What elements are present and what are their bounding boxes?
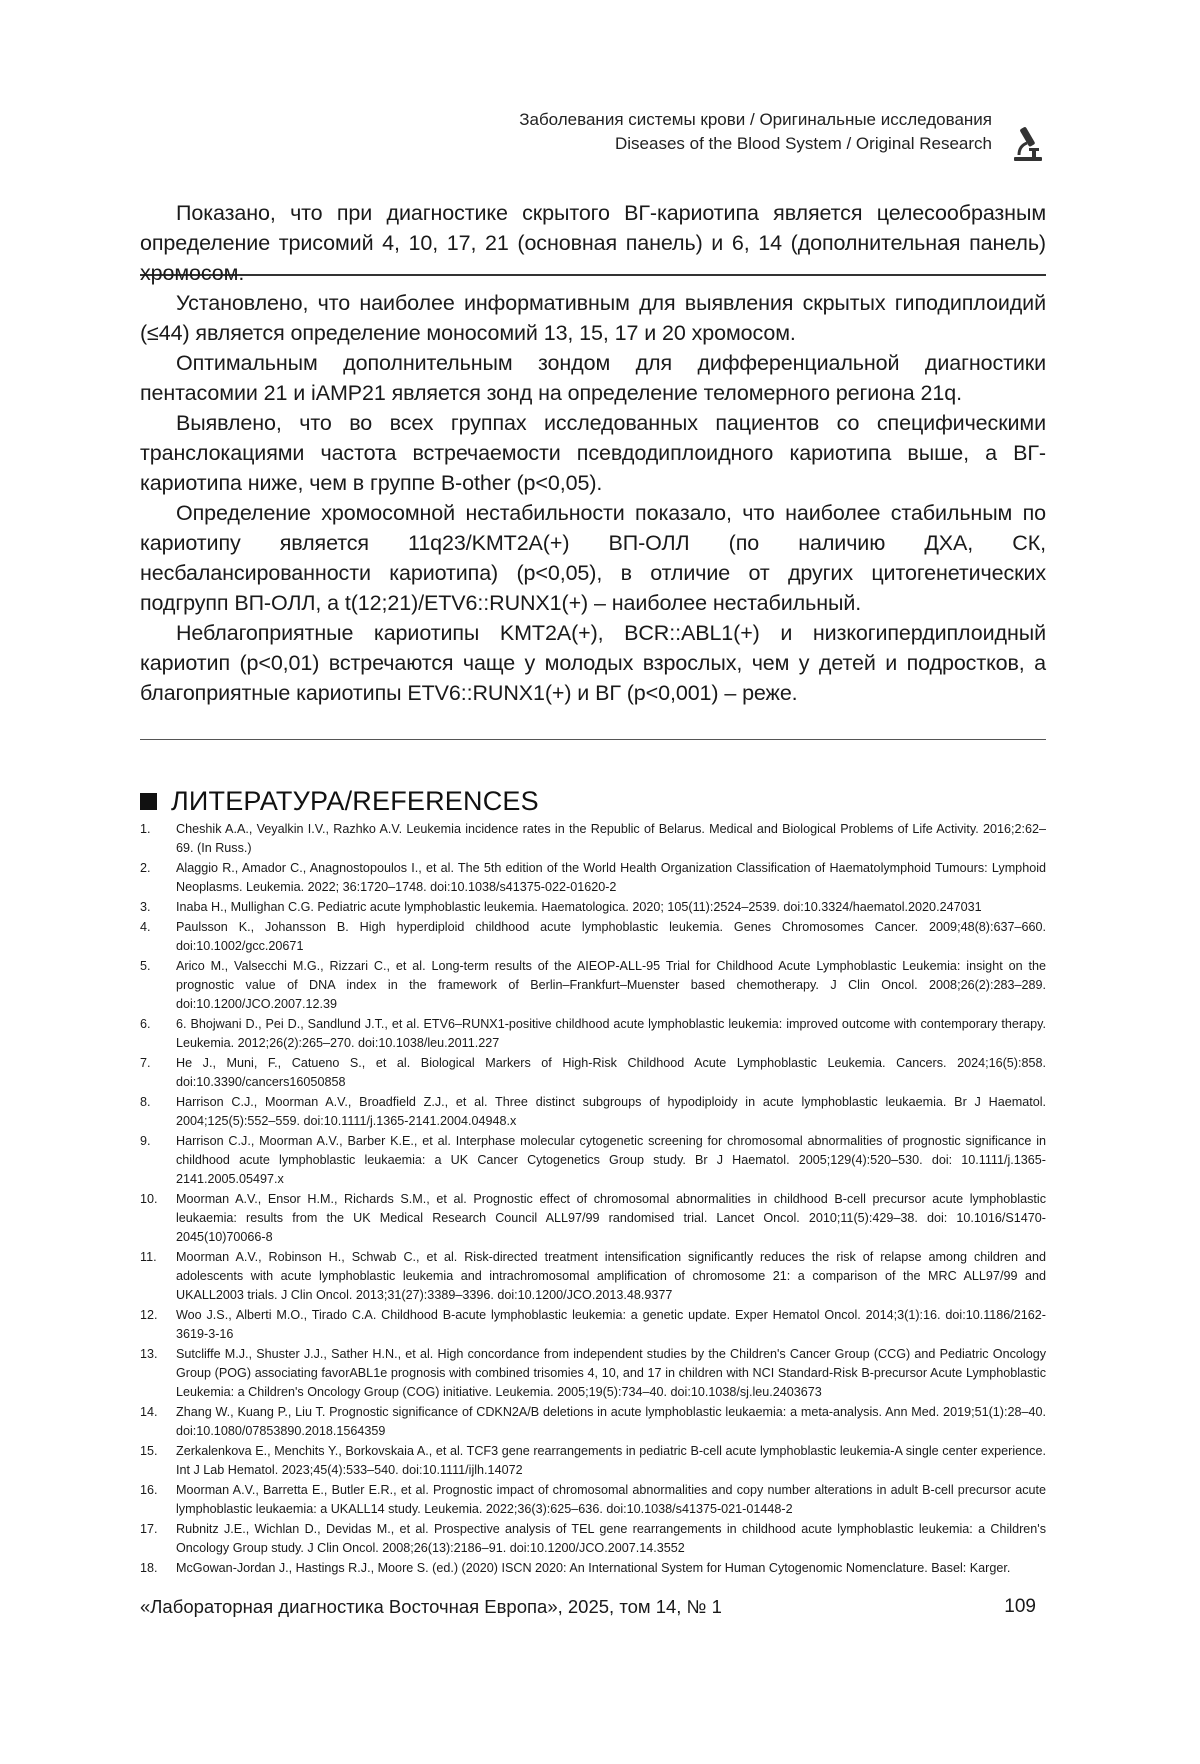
reference-text: Moorman A.V., Robinson H., Schwab C., et al. Risk-directed treatment intensification significantly reduces the risk of relapse among children and adolescents with acute lymphoblastic leukemia and intrachromosomal amplification of chromosome 21: a comparison of the MRC ALL97/99 and UKALL2003 trials. J Clin Oncol. 2013;31(27):3389–3396. doi:10.1200/JCO.2013.48.9377	[176, 1250, 1046, 1302]
reference-item	[140, 898, 1046, 917]
reference-item	[140, 1481, 1046, 1519]
reference-number: 15.	[140, 1444, 158, 1458]
reference-item	[140, 1132, 1046, 1189]
reference-text: Moorman A.V., Barretta E., Butler E.R., et al. Prognostic impact of chromosomal abnormalities and copy number alterations in adult B-cell precursor acute lymphoblastic leukaemia: a UKALL14 study. Leukemia. 2022;36(3):625–636. doi:10.1038/s41375-021-01448-2	[176, 1483, 1046, 1516]
reference-text: He J., Muni, F., Catueno S., et al. Biological Markers of High-Risk Childhood Acute Lymphoblastic Leukemia. Cancers. 2024;16(5):858. doi:10.3390/cancers16050858	[176, 1056, 1046, 1089]
paragraph: Показано, что при диагностике скрытого ВГ-кариотипа является целесообразным определение трисомий 4, 10, 17, 21 (основная панель) и 6, 14 (дополнительная панель) хромосом.	[140, 201, 1046, 285]
square-bullet-icon	[140, 793, 157, 810]
reference-text: Cheshik A.A., Veyalkin I.V., Razhko A.V. Leukemia incidence rates in the Republic of Belarus. Medical and Biological Problems of Life Activity. 2016;2:62–69. (In Russ.)	[176, 822, 1046, 855]
reference-item	[140, 1190, 1046, 1247]
reference-item	[140, 1403, 1046, 1441]
reference-item	[140, 1015, 1046, 1053]
reference-text: Alaggio R., Amador C., Anagnostopoulos I., et al. The 5th edition of the World Health Organization Classification of Haematolymphoid Tumours: Lymphoid Neoplasms. Leukemia. 2022; 36:1720–1748. doi:10.1038/s41375-022-01620-2	[176, 861, 1046, 894]
reference-item	[140, 957, 1046, 1014]
paragraph: Выявлено, что во всех группах исследованных пациентов со специфическими транслокациями частота встречаемости псевдодиплоидного кариотипа выше, а ВГ-кариотипа ниже, чем в группе B-other (p<0,05).	[140, 411, 1046, 495]
reference-item	[140, 1093, 1046, 1131]
paragraph: Оптимальным дополнительным зондом для дифференциальной диагностики пентасомии 21 и iAMP21 является зонд на определение теломерного региона 21q.	[140, 351, 1046, 405]
microscope-icon	[1010, 124, 1044, 162]
reference-text: Zerkalenkova E., Menchits Y., Borkovskaia A., et al. TCF3 gene rearrangements in pediatric B-cell acute lymphoblastic leukemia-A single center experience. Int J Lab Hematol. 2023;45(4):533–540. doi:10.1111/ijlh.14072	[176, 1444, 1046, 1477]
reference-text: Zhang W., Kuang P., Liu T. Prognostic significance of CDKN2A/B deletions in acute lymphoblastic leukaemia: a meta-analysis. Ann Med. 2019;51(1):28–40. doi:10.1080/07853890.2018.1564359	[176, 1405, 1046, 1438]
header-section-en: Diseases of the Blood System / Original Research	[614, 134, 992, 153]
reference-text: Woo J.S., Alberti M.O., Tirado C.A. Childhood B-acute lymphoblastic leukemia: a genetic update. Exper Hematol Oncol. 2014;3(1):16. doi:10.1186/2162-3619-3-16	[176, 1308, 1046, 1341]
reference-number: 12.	[140, 1308, 158, 1322]
reference-item	[140, 1442, 1046, 1480]
reference-item	[140, 1559, 1046, 1578]
reference-number: 6.	[140, 1017, 151, 1031]
reference-text: Arico M., Valsecchi M.G., Rizzari C., et al. Long-term results of the AIEOP-ALL-95 Trial for Childhood Acute Lymphoblastic Leukemia: insight on the prognostic value of DNA index in the framework of Berlin–Frankfurt–Muenster based chemotherapy. J Clin Oncol. 2008;26(2):283–289. doi:10.1200/JCO.2007.12.39	[176, 959, 1046, 1011]
reference-number: 16.	[140, 1483, 158, 1497]
reference-number: 5.	[140, 959, 151, 973]
reference-number: 17.	[140, 1522, 158, 1536]
reference-number: 10.	[140, 1192, 158, 1206]
page-footer	[140, 1596, 1046, 1624]
references-heading	[140, 785, 539, 817]
reference-item	[140, 1520, 1046, 1558]
reference-number: 2.	[140, 861, 151, 875]
running-header	[140, 108, 1046, 170]
section-divider	[140, 739, 1046, 740]
reference-item	[140, 918, 1046, 956]
reference-item	[140, 1054, 1046, 1092]
paragraph: Установлено, что наиболее информативным для выявления скрытых гиподиплоидий (≤44) является определение моносомий 13, 15, 17 и 20 хромосом.	[140, 291, 1046, 345]
reference-number: 7.	[140, 1056, 151, 1070]
header-text	[519, 108, 992, 156]
reference-text: Inaba H., Mullighan C.G. Pediatric acute lymphoblastic leukemia. Haematologica. 2020; 105(11):2524–2539. doi:10.3324/haematol.2020.247031	[176, 900, 982, 914]
reference-text: Harrison C.J., Moorman A.V., Barber K.E., et al. Interphase molecular cytogenetic screening for chromosomal abnormalities of prognostic significance in childhood acute lymphoblastic leukaemia: a UK Cancer Cytogenetics Group study. Br J Haematol. 2005;129(4):520–530. doi: 10.1111/j.1365-2141.2005.05497.x	[176, 1134, 1046, 1186]
reference-text: Paulsson K., Johansson B. High hyperdiploid childhood acute lymphoblastic leukemia. Genes Chromosomes Cancer. 2009;48(8):637–660. doi:10.1002/gcc.20671	[176, 920, 1046, 953]
references-title: ЛИТЕРАТУРА/REFERENCES	[171, 785, 539, 816]
paragraph: Неблагоприятные кариотипы KMT2A(+), BCR::ABL1(+) и низкогипердиплоидный кариотип (p<0,01) встречаются чаще у молодых взрослых, чем у детей и подростков, а благоприятные кариотипы ETV6::RUNX1(+) и ВГ (p<0,001) – реже.	[140, 621, 1046, 705]
reference-text: Harrison C.J., Moorman A.V., Broadfield Z.J., et al. Three distinct subgroups of hypodiploidy in acute lymphoblastic leukaemia. Br J Haematol. 2004;125(5):552–559. doi:10.1111/j.1365-2141.2004.04948.x	[176, 1095, 1046, 1128]
paragraph: Определение хромосомной нестабильности показало, что наиболее стабильным по кариотипу является 11q23/KMT2A(+) ВП-ОЛЛ (по наличию ДХА, СК, несбалансированности кариотипа) (p<0,05), в отличие от других цитогенетических подгрупп ВП-ОЛЛ, а t(12;21)/ETV6::RUNX1(+) – наиболее нестабильный.	[140, 501, 1046, 615]
reference-number: 18.	[140, 1561, 158, 1575]
reference-number: 13.	[140, 1347, 158, 1361]
reference-number: 1.	[140, 822, 151, 836]
page-number: 109	[1004, 1596, 1036, 1617]
reference-number: 8.	[140, 1095, 151, 1109]
reference-text: Sutcliffe M.J., Shuster J.J., Sather H.N., et al. High concordance from independent studies by the Children's Cancer Group (CCG) and Pediatric Oncology Group (POG) associating favorABL1e prognosis with combined trisomies 4, 10, and 17 in children with NCI Standard-Risk B-precursor Acute Lymphoblastic Leukemia: a Children's Oncology Group (COG) initiative. Leukemia. 2005;19(5):734–40. doi:10.1038/sj.leu.2403673	[176, 1347, 1046, 1399]
reference-text: Moorman A.V., Ensor H.M., Richards S.M., et al. Prognostic effect of chromosomal abnormalities in childhood B-cell precursor acute lymphoblastic leukaemia: results from the UK Medical Research Council ALL97/99 randomised trial. Lancet Oncol. 2010;11(5):429–38. doi: 10.1016/S1470-2045(10)70066-8	[176, 1192, 1046, 1244]
reference-text: Rubnitz J.E., Wichlan D., Devidas M., et al. Prospective analysis of TEL gene rearrangements in childhood acute lymphoblastic leukemia: a Children's Oncology Group study. J Clin Oncol. 2008;26(13):2186–91. doi:10.1200/JCO.2007.14.3552	[176, 1522, 1046, 1555]
reference-text: 6. Bhojwani D., Pei D., Sandlund J.T., et al. ETV6–RUNX1-positive childhood acute lymphoblastic leukemia: improved outcome with contemporary therapy. Leukemia. 2012;26(2):265–270. doi:10.1038/leu.2011.227	[176, 1017, 1046, 1050]
references-list	[140, 820, 1046, 1579]
reference-item	[140, 1248, 1046, 1305]
reference-number: 9.	[140, 1134, 151, 1148]
reference-text: McGowan-Jordan J., Hastings R.J., Moore S. (ed.) (2020) ISCN 2020: An International System for Human Cytogenomic Nomenclature. Basel: Karger.	[176, 1561, 1011, 1575]
reference-number: 4.	[140, 920, 151, 934]
reference-item	[140, 1345, 1046, 1402]
reference-item	[140, 1306, 1046, 1344]
header-section-ru: Заболевания системы крови / Оригинальные исследования	[519, 110, 992, 129]
reference-number: 3.	[140, 900, 151, 914]
reference-number: 14.	[140, 1405, 158, 1419]
reference-item	[140, 820, 1046, 858]
journal-citation: «Лабораторная диагностика Восточная Европа», 2025, том 14, № 1	[140, 1596, 722, 1617]
journal-page	[140, 0, 1046, 1764]
reference-number: 11.	[140, 1250, 157, 1264]
conclusions-text	[140, 198, 1046, 708]
reference-item	[140, 859, 1046, 897]
